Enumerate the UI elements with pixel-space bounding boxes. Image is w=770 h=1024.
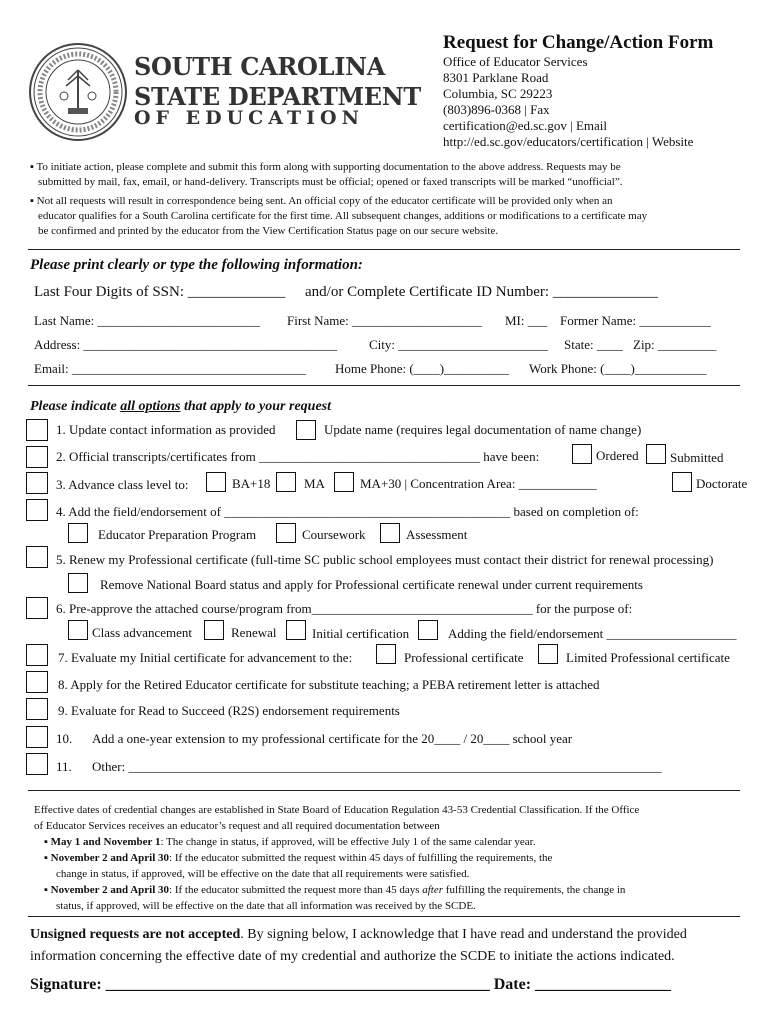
doctorate-label: Doctorate (696, 476, 748, 491)
effective-bullet2-text: : If the educator submitted the request within 45 days of fulfilling the requirements, the (169, 852, 553, 864)
national-board-label: Remove National Board status and apply for Professional certificate renewal under current requirements (100, 577, 643, 592)
option9-label: 9. Evaluate for Read to Succeed (R2S) endorsement requirements (58, 703, 400, 718)
option6-checkbox[interactable] (26, 597, 48, 619)
effective-bullet1: ▪ May 1 and November 1: The change in status, if approved, will be effective July 1 of the same calendar year. (44, 836, 536, 848)
dept-name-line3: OF EDUCATION (134, 107, 364, 129)
assessment-checkbox[interactable] (380, 523, 400, 543)
effective-bullet2: ▪ November 2 and April 30: If the educator submitted the request within 45 days of fulfilling the requirements, the (44, 852, 553, 864)
options-heading-underlined: all options (120, 399, 181, 414)
intro-bullet2-line2: educator qualifies for a South Carolina certificate for the first time. All subsequent changes, additions or modifications to a certificate may (38, 210, 648, 222)
class-advancement-label: Class advancement (92, 625, 192, 640)
professional-certificate-label: Professional certificate (404, 650, 524, 665)
dept-name-line2: STATE DEPARTMENT (134, 82, 421, 111)
ssn-field[interactable]: Last Four Digits of SSN: _____________ (34, 284, 286, 300)
ba18-checkbox[interactable] (206, 472, 226, 492)
option11-number: 11. (56, 759, 72, 774)
info-heading: Please print clearly or type the following information: (30, 257, 363, 273)
adding-field-checkbox[interactable] (418, 620, 438, 640)
option8-label: 8. Apply for the Retired Educator certificate for substitute teaching; a PEBA retirement letter is attached (58, 677, 600, 692)
effective-bullet2-line2: change in status, if approved, will be effective on the date that all requirements were satisfied. (56, 868, 470, 880)
office-street: 8301 Parklane Road (443, 70, 549, 85)
divider (28, 385, 740, 386)
acknowledgement-text: . By signing below, I acknowledge that I have read and understand the provided (240, 927, 687, 942)
effective-bullet2-bold: November 2 and April 30 (50, 852, 170, 864)
unsigned-warning: Unsigned requests are not accepted (30, 927, 241, 942)
option10-checkbox[interactable] (26, 726, 48, 748)
acknowledgement (30, 924, 687, 968)
update-name-label: Update name (requires legal documentation of name change) (324, 422, 642, 437)
effective-bullet3-line2: status, if approved, will be effective on the date that all information was received by the SCDE. (56, 900, 476, 912)
signature-date-field[interactable]: Signature: ________________________________________________ Date: _________________ (30, 976, 672, 993)
ordered-label: Ordered (596, 448, 639, 463)
epp-checkbox[interactable] (68, 523, 88, 543)
ma30-checkbox[interactable] (334, 472, 354, 492)
option2-checkbox[interactable] (26, 446, 48, 468)
limited-professional-label: Limited Professional certificate (566, 650, 730, 665)
divider (28, 916, 740, 917)
effective-bullet3-italic: after (422, 884, 444, 896)
address-field[interactable]: Address: _______________________________________ (34, 337, 337, 352)
renewal-label: Renewal (231, 625, 277, 640)
doctorate-checkbox[interactable] (672, 472, 692, 492)
dept-name-line1: SOUTH CAROLINA (134, 52, 386, 81)
effective-bullet1-bold: May 1 and November 1 (50, 836, 161, 848)
initial-certification-label: Initial certification (312, 626, 410, 641)
state-field[interactable]: State: ____ (564, 337, 623, 352)
office-name: Office of Educator Services (443, 54, 588, 69)
options-heading-post: that apply to your request (180, 399, 332, 414)
effective-line2: of Educator Services receives an educator’s request and all required documentation between (34, 820, 440, 832)
update-name-checkbox[interactable] (296, 420, 316, 440)
class-advancement-checkbox[interactable] (68, 620, 88, 640)
former-name-field[interactable]: Former Name: ___________ (560, 313, 711, 328)
assessment-label: Assessment (406, 527, 468, 542)
certificate-id-field[interactable]: and/or Complete Certificate ID Number: ______________ (305, 284, 658, 300)
effective-bullet1-text: : The change in status, if approved, will be effective July 1 of the same calendar year. (160, 836, 536, 848)
effective-bullet3: ▪ November 2 and April 30: If the educator submitted the request more than 45 days after fulfilling the requirements, the change in (44, 884, 626, 896)
option1-label: 1. Update contact information as provided (56, 422, 276, 437)
limited-professional-checkbox[interactable] (538, 644, 558, 664)
other-field[interactable]: Other: __________________________________________________________________________________ (92, 759, 662, 774)
option2-label: 2. Official transcripts/certificates from __________________________________ have been: (56, 449, 540, 464)
office-city: Columbia, SC 29223 (443, 86, 553, 101)
option3-checkbox[interactable] (26, 472, 48, 494)
epp-label: Educator Preparation Program (98, 527, 257, 542)
office-email[interactable]: certification@ed.sc.gov | Email (443, 118, 608, 133)
option7-label: 7. Evaluate my Initial certificate for advancement to the: (58, 650, 353, 665)
ordered-checkbox[interactable] (572, 444, 592, 464)
ba18-label: BA+18 (232, 476, 271, 491)
option3-label: 3. Advance class level to: (56, 477, 189, 492)
office-website[interactable]: http://ed.sc.gov/educators/certification | Website (443, 134, 694, 149)
effective-bullet3-text: : If the educator submitted the request more than 45 days (169, 884, 423, 896)
effective-dates-notice (34, 802, 639, 914)
divider (28, 249, 740, 250)
intro-bullet2-line1: ▪ Not all requests will result in correspondence being sent. An official copy of the educator certificate will be provided only when an (30, 195, 613, 207)
national-board-checkbox[interactable] (68, 573, 88, 593)
submitted-label: Submitted (670, 450, 724, 465)
home-phone-field[interactable]: Home Phone: (____)__________ (335, 361, 510, 376)
intro-instructions (30, 160, 647, 239)
ma30-label: MA+30 | Concentration Area: ____________ (360, 476, 597, 491)
form-title: Request for Change/Action Form (443, 32, 714, 53)
option6-label: 6. Pre-approve the attached course/program from__________________________________ for the purpose of: (56, 601, 633, 616)
submitted-checkbox[interactable] (646, 444, 666, 464)
state-seal-logo (28, 42, 128, 142)
effective-bullet3-text-end: fulfilling the requirements, the change in (443, 884, 626, 896)
coursework-label: Coursework (302, 527, 366, 542)
first-name-field[interactable]: First Name: ____________________ (287, 313, 482, 328)
work-phone-field[interactable]: Work Phone: (____)___________ (529, 361, 707, 376)
option5-label: 5. Renew my Professional certificate (full-time SC public school employees must contact their district for renewal processing) (56, 552, 714, 567)
renewal-checkbox[interactable] (204, 620, 224, 640)
option11-checkbox[interactable] (26, 753, 48, 775)
option7-checkbox[interactable] (26, 644, 48, 666)
mi-field[interactable]: MI: ___ (505, 313, 548, 328)
city-field[interactable]: City: _______________________ (369, 337, 548, 352)
acknowledgement-line1 (30, 924, 687, 946)
option5-checkbox[interactable] (26, 546, 48, 568)
adding-field-label: Adding the field/endorsement ____________________ (448, 626, 737, 641)
initial-certification-checkbox[interactable] (286, 620, 306, 640)
option4-label: 4. Add the field/endorsement of ____________________________________________ based on completion of: (56, 504, 639, 519)
ma-label: MA (304, 476, 325, 491)
effective-line1: Effective dates of credential changes are established in State Board of Education Regulation 43-53 Credential Classification. If the Office (34, 804, 640, 816)
office-fax: (803)896-0368 | Fax (443, 102, 550, 117)
last-name-field[interactable]: Last Name: _________________________ (34, 313, 261, 328)
divider (28, 790, 740, 791)
option8-checkbox[interactable] (26, 671, 48, 693)
professional-certificate-checkbox[interactable] (376, 644, 396, 664)
intro-bullet1-line2: submitted by mail, fax, email, or hand-delivery. Transcripts must be official; opened or faxed transcripts will be marked “unofficial”. (38, 176, 623, 188)
intro-bullet2-line3: be confirmed and printed by the educator from the View Certification Status page on our secure website. (38, 225, 499, 237)
options-heading-pre: Please indicate (30, 399, 121, 414)
email-field[interactable]: Email: ____________________________________ (34, 361, 306, 376)
zip-field[interactable]: Zip: _________ (633, 337, 717, 352)
coursework-checkbox[interactable] (276, 523, 296, 543)
acknowledgement-line2: information concerning the effective date of my credential and authorize the SCDE to initiate the actions indicated. (30, 949, 675, 964)
contact-block (443, 54, 693, 150)
option10-label: Add a one-year extension to my professional certificate for the 20____ / 20____ school year (92, 731, 573, 746)
ma-checkbox[interactable] (276, 472, 296, 492)
options-heading (30, 399, 331, 415)
intro-bullet1-line1: ▪ To initiate action, please complete and submit this form along with supporting documentation to the above address. Requests may be (30, 161, 621, 173)
option10-number: 10. (56, 731, 73, 746)
option9-checkbox[interactable] (26, 698, 48, 720)
effective-bullet3-bold: November 2 and April 30 (50, 884, 170, 896)
option1-checkbox[interactable] (26, 419, 48, 441)
option4-checkbox[interactable] (26, 499, 48, 521)
